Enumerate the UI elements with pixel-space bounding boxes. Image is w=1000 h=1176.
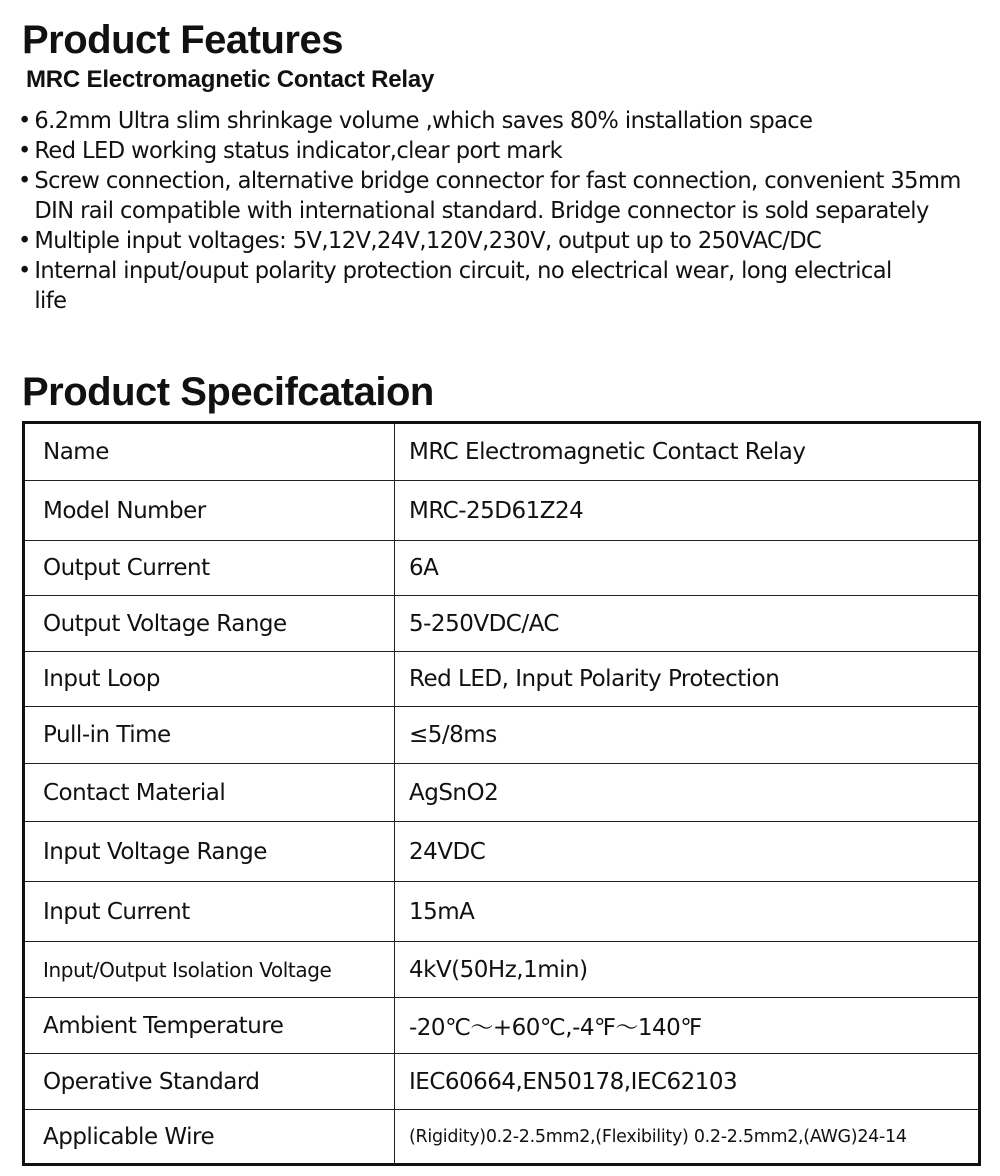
table-row (24, 541, 980, 596)
feature-text: Internal input/ouput polarity protection circuit, no electrical wear, long electrical life (34, 256, 892, 314)
spec-label: Input/Output Isolation Voltage (24, 942, 395, 998)
feature-text: 6.2mm Ultra slim shrinkage volume ,which saves 80% installation space (34, 106, 813, 134)
table-row (24, 596, 980, 652)
spec-label: Contact Material (24, 764, 395, 822)
feature-text: Multiple input voltages: 5V,12V,24V,120V,230V, output up to 250VAC/DC (34, 226, 822, 254)
spec-label: Input Voltage Range (24, 822, 395, 882)
spec-label: Input Current (24, 882, 395, 942)
spec-label: Output Current (24, 541, 395, 596)
spec-value: MRC-25D61Z24 (395, 481, 980, 541)
bullet-icon: • (18, 136, 31, 164)
table-row (24, 652, 980, 707)
specification-heading: Product Specifcataion (22, 370, 434, 414)
table-row (24, 481, 980, 541)
spec-value: 15mA (395, 882, 980, 942)
feature-item (18, 165, 985, 225)
spec-label: Model Number (24, 481, 395, 541)
spec-value: Red LED, Input Polarity Protection (395, 652, 980, 707)
spec-label: Name (24, 423, 395, 481)
feature-item (18, 225, 954, 255)
spec-value: 24VDC (395, 822, 980, 882)
bullet-icon: • (18, 106, 31, 134)
features-subtitle: MRC Electromagnetic Contact Relay (26, 66, 435, 93)
spec-value: -20℃～+60℃,-4℉～140℉ (395, 998, 980, 1054)
bullet-icon: • (18, 226, 31, 254)
spec-label: Input Loop (24, 652, 395, 707)
feature-item (18, 105, 954, 135)
table-row (24, 764, 980, 822)
table-row (24, 423, 980, 481)
spec-label: Applicable Wire (24, 1110, 395, 1165)
feature-text: Red LED working status indicator,clear port mark (34, 136, 563, 164)
spec-value: 4kV(50Hz,1min) (395, 942, 980, 998)
table-row (24, 942, 980, 998)
table-row (24, 822, 980, 882)
table-row (24, 998, 980, 1054)
spec-value: 5-250VDC/AC (395, 596, 980, 652)
spec-label: Ambient Temperature (24, 998, 395, 1054)
spec-value: 6A (395, 541, 980, 596)
spec-label: Output Voltage Range (24, 596, 395, 652)
spec-label: Operative Standard (24, 1054, 395, 1110)
table-row (24, 707, 980, 764)
bullet-icon: • (18, 166, 31, 194)
features-heading: Product Features (22, 18, 343, 62)
feature-item (18, 255, 898, 315)
feature-text: Screw connection, alternative bridge connector for fast connection, convenient 35mm DIN rail compatible with international standard. Bridge connector is sold separately (34, 166, 961, 224)
features-list (18, 105, 993, 315)
table-row (24, 882, 980, 942)
spec-value: AgSnO2 (395, 764, 980, 822)
table-row (24, 1110, 980, 1165)
spec-value: ≤5/8ms (395, 707, 980, 764)
specification-table (22, 421, 981, 1166)
spec-value: (Rigidity)0.2-2.5mm2,(Flexibility) 0.2-2.5mm2,(AWG)24-14 (395, 1110, 980, 1165)
bullet-icon: • (18, 256, 31, 284)
spec-value: IEC60664,EN50178,IEC62103 (395, 1054, 980, 1110)
spec-value: MRC Electromagnetic Contact Relay (395, 423, 980, 481)
table-row (24, 1054, 980, 1110)
feature-item (18, 135, 954, 165)
spec-label: Pull-in Time (24, 707, 395, 764)
